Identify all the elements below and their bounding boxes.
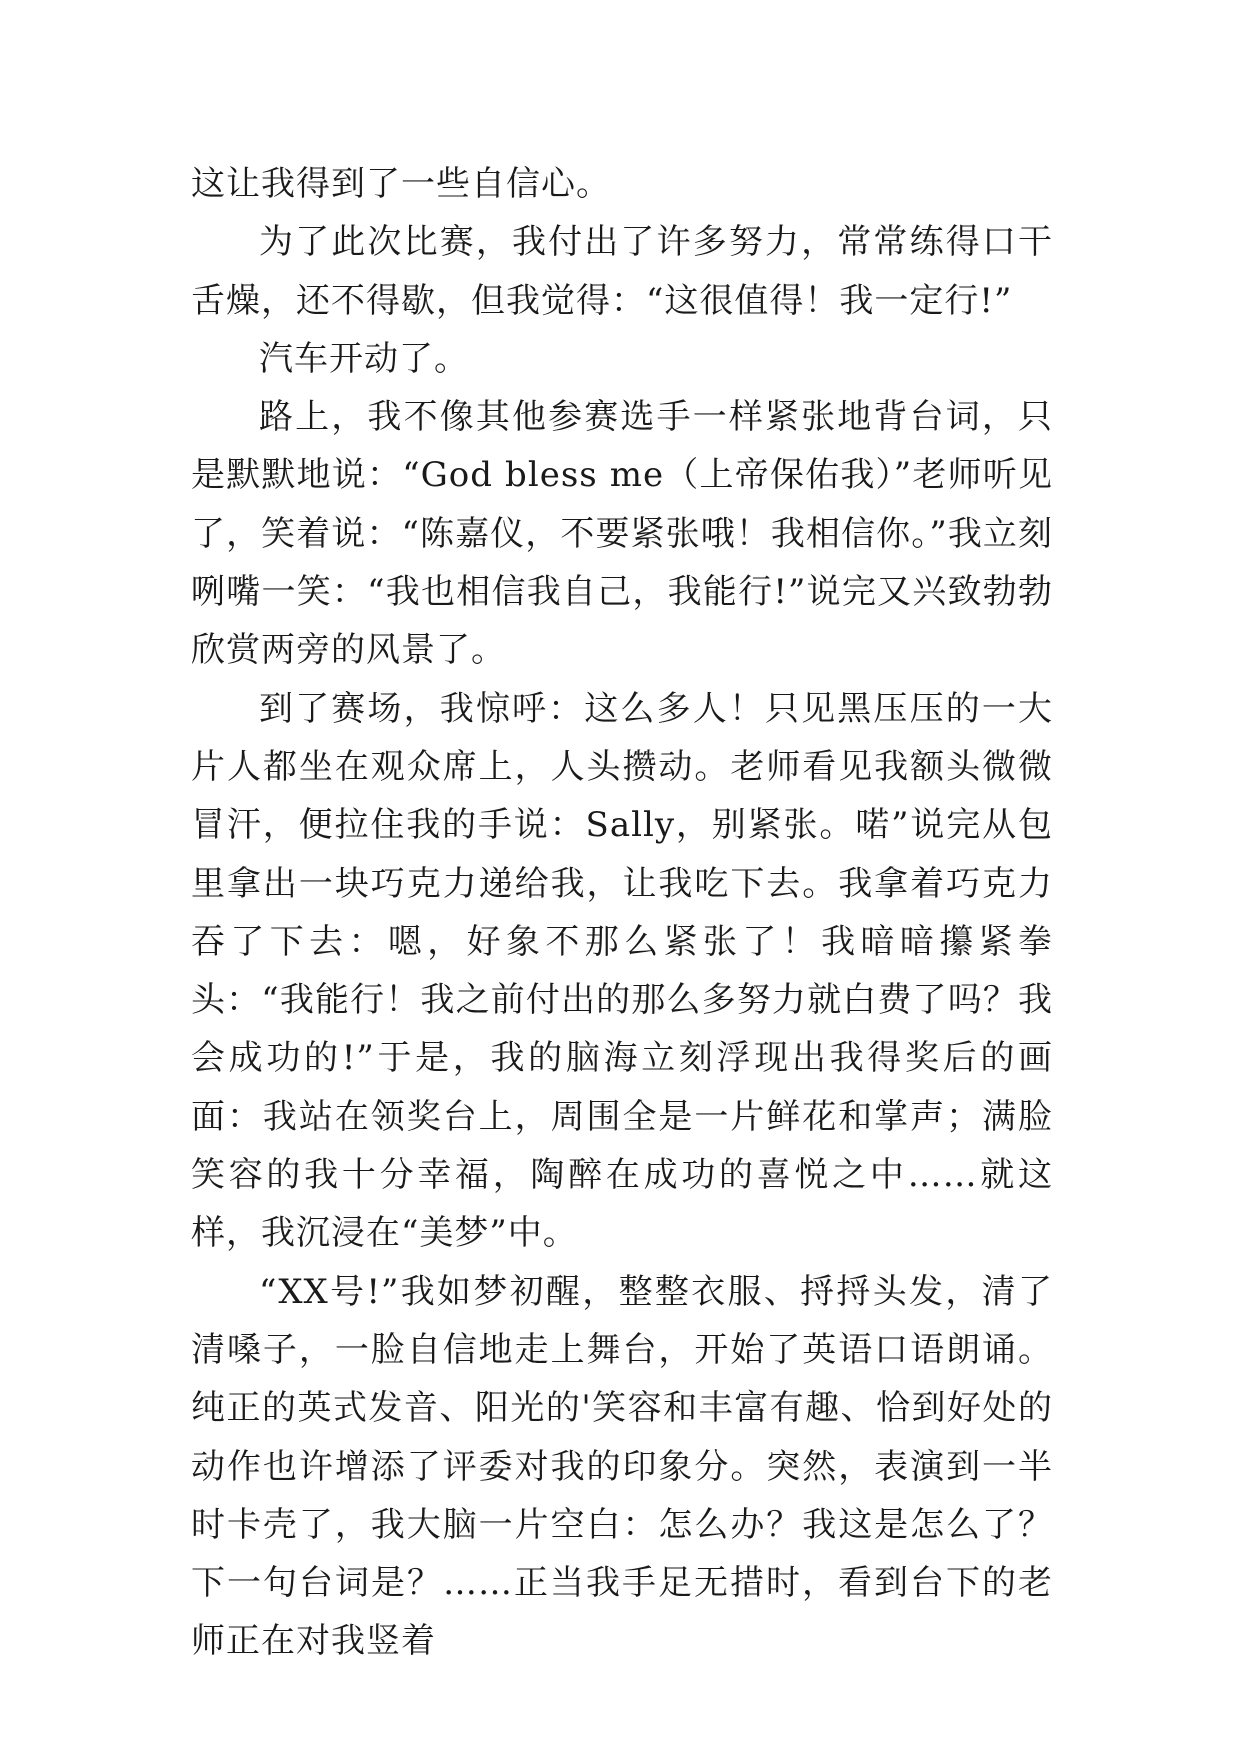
paragraph: 汽车开动了。	[259, 338, 469, 379]
paragraph: 到了赛场，我惊呼：这么多人！只见黑压压的一大片人都坐在观众席上，人头攒动。老师看见我额头微微冒汗，便拉住我的手说：Sally，别紧张。喏”说完从包里拿出一块巧克力递给我，让我吃下去。我拿着巧克力吞了下去：嗯，好象不那么紧张了！我暗暗攥紧拳头：“我能行！我之前付出的那么多努力就白费了吗？我会成功的!”于是，我的脑海立刻浮现出我得奖后的画面：我站在领奖台上，周围全是一片鲜花和掌声；满脸笑容的我十分幸福，陶醉在成功的喜悦之中……就这样，我沉浸在“美梦”中。	[191, 688, 1053, 1254]
paragraph-continued: 这让我得到了一些自信心。	[191, 164, 611, 204]
paragraph: 为了此次比赛，我付出了许多努力，常常练得口干舌燥，还不得歇，但我觉得：“这很值得！我一定行!”	[191, 222, 1053, 321]
body-text	[191, 155, 1053, 1671]
paragraph: “XX号!”我如梦初醒，整整衣服、捋捋头发，清了清嗓子，一脸自信地走上舞台，开始了英语口语朗诵。纯正的英式发音、阳光的'笑容和丰富有趣、恰到好处的动作也许增添了评委对我的印象分。突然，表演到一半时卡壳了，我大脑一片空白：怎么办？我这是怎么了？下一句台词是？……正当我手足无措时，看到台下的老师正在对我竖着	[191, 1271, 1053, 1662]
paragraph: 路上，我不像其他参赛选手一样紧张地背台词，只是默默地说：“God bless me（上帝保佑我）”老师听见了，笑着说：“陈嘉仪，不要紧张哦！我相信你。”我立刻咧嘴一笑：“我也相信我自己，我能行!”说完又兴致勃勃欣赏两旁的风景了。	[191, 397, 1053, 671]
